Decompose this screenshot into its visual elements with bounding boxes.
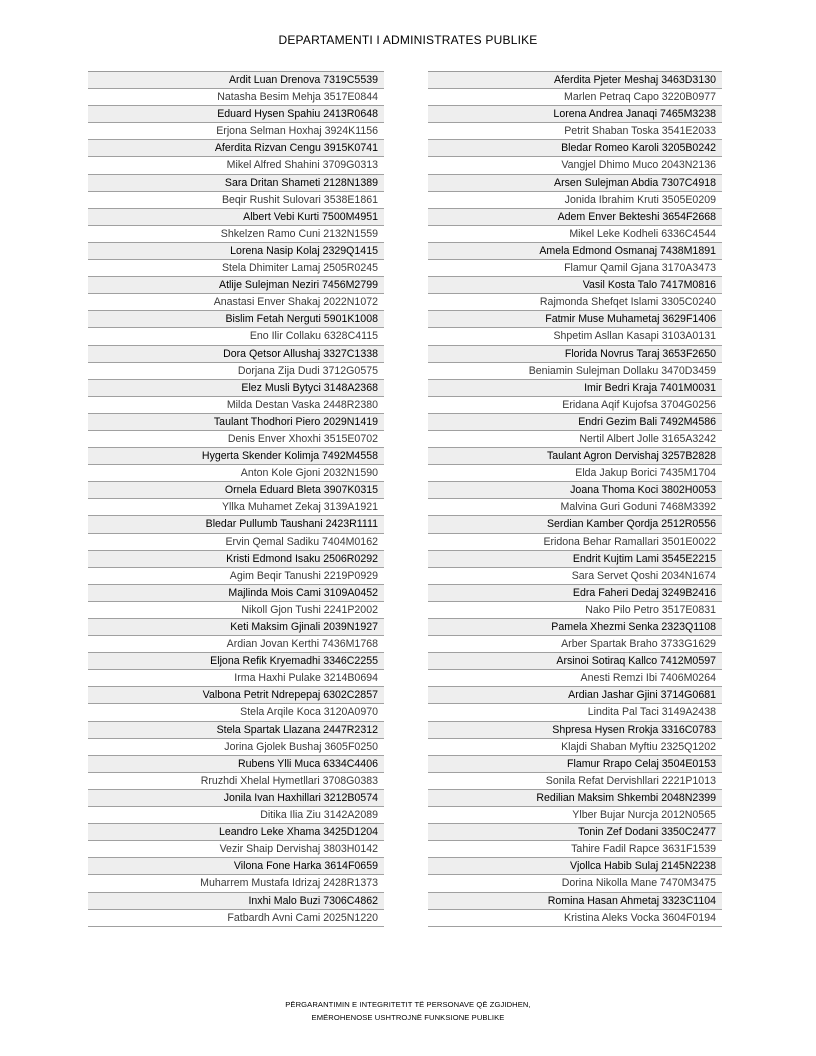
- list-item: Vezir Shaip Dervishaj 3803H0142: [88, 841, 384, 858]
- list-item: Shpresa Hysen Rrokja 3316C0783: [428, 722, 722, 739]
- list-item: Lorena Andrea Janaqi 7465M3238: [428, 106, 722, 123]
- list-item: Rruzhdi Xhelal Hymetllari 3708G0383: [88, 773, 384, 790]
- list-item: Serdian Kamber Qordja 2512R0556: [428, 516, 722, 533]
- list-item: Lindita Pal Taci 3149A2438: [428, 704, 722, 721]
- list-item: Agim Beqir Tanushi 2219P0929: [88, 568, 384, 585]
- list-item: Dora Qetsor Allushaj 3327C1338: [88, 346, 384, 363]
- list-item: Elez Musli Bytyci 3148A2368: [88, 380, 384, 397]
- list-item: Aferdita Pjeter Meshaj 3463D3130: [428, 72, 722, 89]
- list-item: Stela Arqile Koca 3120A0970: [88, 704, 384, 721]
- list-item: Petrit Shaban Toska 3541E2033: [428, 123, 722, 140]
- footer-line-2: EMËROHENOSE USHTROJNË FUNKSIONE PUBLIKE: [311, 1013, 505, 1022]
- list-item: Mikel Leke Kodheli 6336C4544: [428, 226, 722, 243]
- list-item: Stela Dhimiter Lamaj 2505R0245: [88, 260, 384, 277]
- list-item: Ardit Luan Drenova 7319C5539: [88, 72, 384, 89]
- list-item: Ardian Jashar Gjini 3714G0681: [428, 687, 722, 704]
- list-item: Arsinoi Sotiraq Kallco 7412M0597: [428, 653, 722, 670]
- list-item: Majlinda Mois Cami 3109A0452: [88, 585, 384, 602]
- list-item: Amela Edmond Osmanaj 7438M1891: [428, 243, 722, 260]
- list-item: Keti Maksim Gjinali 2039N1927: [88, 619, 384, 636]
- list-item: Jorina Gjolek Bushaj 3605F0250: [88, 739, 384, 756]
- list-item: Milda Destan Vaska 2448R2380: [88, 397, 384, 414]
- list-item: Jonila Ivan Haxhillari 3212B0574: [88, 790, 384, 807]
- list-item: Kristi Edmond Isaku 2506R0292: [88, 551, 384, 568]
- list-item: Bislim Fetah Nerguti 5901K1008: [88, 311, 384, 328]
- list-item: Eduard Hysen Spahiu 2413R0648: [88, 106, 384, 123]
- list-item: Redilian Maksim Shkembi 2048N2399: [428, 790, 722, 807]
- list-item: Mikel Alfred Shahini 3709G0313: [88, 157, 384, 174]
- list-item: Vjollca Habib Sulaj 2145N2238: [428, 858, 722, 875]
- list-item: Vasil Kosta Talo 7417M0816: [428, 277, 722, 294]
- list-item: Sonila Refat Dervishllari 2221P1013: [428, 773, 722, 790]
- list-item: Marlen Petraq Capo 3220B0977: [428, 89, 722, 106]
- list-item: Fatbardh Avni Cami 2025N1220: [88, 910, 384, 927]
- list-item: Eridona Behar Ramallari 3501E0022: [428, 534, 722, 551]
- list-item: Eljona Refik Kryemadhi 3346C2255: [88, 653, 384, 670]
- page-title: DEPARTAMENTI I ADMINISTRATES PUBLIKE: [278, 33, 538, 47]
- list-item: Leandro Leke Xhama 3425D1204: [88, 824, 384, 841]
- list-item: Eno Ilir Collaku 6328C4115: [88, 328, 384, 345]
- list-item: Florida Novrus Taraj 3653F2650: [428, 346, 722, 363]
- list-item: Beqir Rushit Sulovari 3538E1861: [88, 192, 384, 209]
- list-item: Flamur Qamil Gjana 3170A3473: [428, 260, 722, 277]
- list-item: Endrit Kujtim Lami 3545E2215: [428, 551, 722, 568]
- list-item: Ylber Bujar Nurcja 2012N0565: [428, 807, 722, 824]
- list-item: Taulant Agron Dervishaj 3257B2828: [428, 448, 722, 465]
- list-item: Eridana Aqif Kujofsa 3704G0256: [428, 397, 722, 414]
- list-item: Tonin Zef Dodani 3350C2477: [428, 824, 722, 841]
- list-item: Nikoll Gjon Tushi 2241P2002: [88, 602, 384, 619]
- list-item: Arsen Sulejman Abdia 7307C4918: [428, 175, 722, 192]
- list-item: Shpetim Asllan Kasapi 3103A0131: [428, 328, 722, 345]
- list-item: Dorina Nikolla Mane 7470M3475: [428, 875, 722, 892]
- list-item: Lorena Nasip Kolaj 2329Q1415: [88, 243, 384, 260]
- list-item: Malvina Guri Goduni 7468M3392: [428, 499, 722, 516]
- list-item: Jonida Ibrahim Kruti 3505E0209: [428, 192, 722, 209]
- list-item: Klajdi Shaban Myftiu 2325Q1202: [428, 739, 722, 756]
- list-item: Fatmir Muse Muhametaj 3629F1406: [428, 311, 722, 328]
- list-item: Anesti Remzi Ibi 7406M0264: [428, 670, 722, 687]
- list-item: Yllka Muhamet Zekaj 3139A1921: [88, 499, 384, 516]
- list-item: Dorjana Zija Dudi 3712G0575: [88, 363, 384, 380]
- list-item: Ornela Eduard Bleta 3907K0315: [88, 482, 384, 499]
- list-item: Irma Haxhi Pulake 3214B0694: [88, 670, 384, 687]
- list-item: Pamela Xhezmi Senka 2323Q1108: [428, 619, 722, 636]
- list-item: Vilona Fone Harka 3614F0659: [88, 858, 384, 875]
- list-item: Rubens Ylli Muca 6334C4406: [88, 756, 384, 773]
- list-item: Inxhi Malo Buzi 7306C4862: [88, 893, 384, 910]
- list-item: Ditika Ilia Ziu 3142A2089: [88, 807, 384, 824]
- list-item: Kristina Aleks Vocka 3604F0194: [428, 910, 722, 927]
- list-item: Sara Servet Qoshi 2034N1674: [428, 568, 722, 585]
- list-item: Joana Thoma Koci 3802H0053: [428, 482, 722, 499]
- list-item: Muharrem Mustafa Idrizaj 2428R1373: [88, 875, 384, 892]
- list-item: Tahire Fadil Rapce 3631F1539: [428, 841, 722, 858]
- list-item: Bledar Romeo Karoli 3205B0242: [428, 140, 722, 157]
- list-item: Vangjel Dhimo Muco 2043N2136: [428, 157, 722, 174]
- list-item: Atlije Sulejman Neziri 7456M2799: [88, 277, 384, 294]
- list-item: Romina Hasan Ahmetaj 3323C1104: [428, 893, 722, 910]
- left-name-list: [88, 71, 384, 927]
- list-item: Beniamin Sulejman Dollaku 3470D3459: [428, 363, 722, 380]
- list-item: Natasha Besim Mehja 3517E0844: [88, 89, 384, 106]
- list-item: Sara Dritan Shameti 2128N1389: [88, 175, 384, 192]
- list-item: Albert Vebi Kurti 7500M4951: [88, 209, 384, 226]
- list-item: Endri Gezim Bali 7492M4586: [428, 414, 722, 431]
- list-item: Stela Spartak Llazana 2447R2312: [88, 722, 384, 739]
- list-item: Arber Spartak Braho 3733G1629: [428, 636, 722, 653]
- list-item: Bledar Pullumb Taushani 2423R1111: [88, 516, 384, 533]
- list-item: Hygerta Skender Kolimja 7492M4558: [88, 448, 384, 465]
- page-footer: [0, 998, 816, 1024]
- list-item: Valbona Petrit Ndrepepaj 6302C2857: [88, 687, 384, 704]
- list-item: Aferdita Rizvan Cengu 3915K0741: [88, 140, 384, 157]
- list-item: Elda Jakup Borici 7435M1704: [428, 465, 722, 482]
- list-item: Rajmonda Shefqet Islami 3305C0240: [428, 294, 722, 311]
- list-item: Adem Enver Bekteshi 3654F2668: [428, 209, 722, 226]
- list-item: Edra Faheri Dedaj 3249B2416: [428, 585, 722, 602]
- list-item: Imir Bedri Kraja 7401M0031: [428, 380, 722, 397]
- list-item: Ervin Qemal Sadiku 7404M0162: [88, 534, 384, 551]
- list-item: Nako Pilo Petro 3517E0831: [428, 602, 722, 619]
- list-item: Shkelzen Ramo Cuni 2132N1559: [88, 226, 384, 243]
- list-item: Denis Enver Xhoxhi 3515E0702: [88, 431, 384, 448]
- right-name-list: [428, 71, 722, 927]
- list-item: Flamur Rrapo Celaj 3504E0153: [428, 756, 722, 773]
- list-item: Taulant Thodhori Piero 2029N1419: [88, 414, 384, 431]
- list-item: Nertil Albert Jolle 3165A3242: [428, 431, 722, 448]
- list-item: Anton Kole Gjoni 2032N1590: [88, 465, 384, 482]
- list-item: Erjona Selman Hoxhaj 3924K1156: [88, 123, 384, 140]
- list-item: Anastasi Enver Shakaj 2022N1072: [88, 294, 384, 311]
- list-item: Ardian Jovan Kerthi 7436M1768: [88, 636, 384, 653]
- footer-line-1: PËRGARANTIMIN E INTEGRITETIT TË PERSONAVE QË ZGJIDHEN,: [285, 1000, 531, 1009]
